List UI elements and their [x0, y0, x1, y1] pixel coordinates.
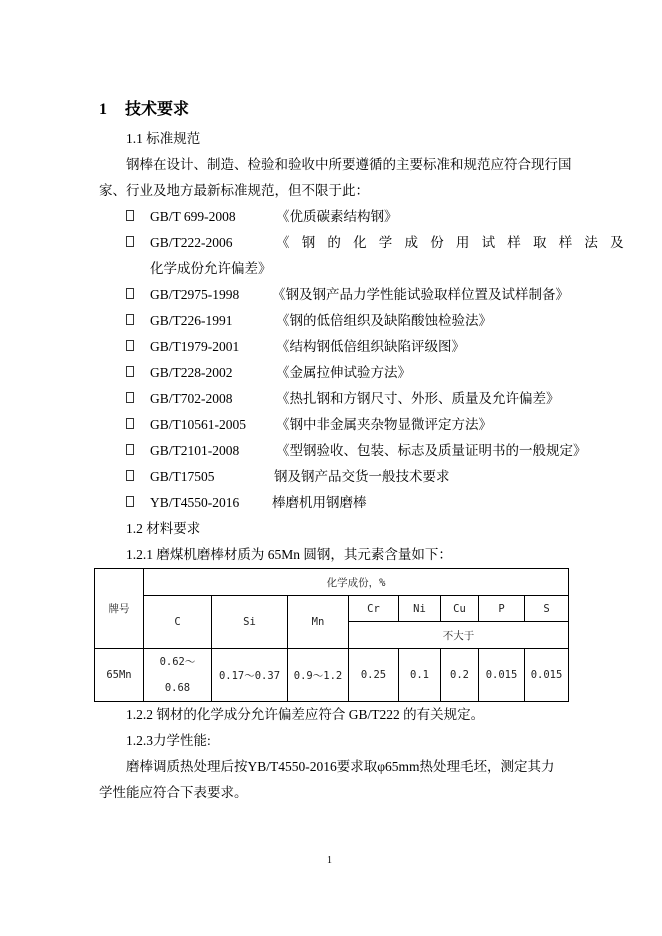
standard-title: 《钢中非金属夹杂物显微评定方法》: [276, 417, 492, 432]
standard-item: [126, 390, 560, 408]
bullet-icon: [126, 418, 134, 429]
grade-header: 牌号: [95, 569, 144, 649]
cell-s: 0.015: [525, 649, 569, 702]
standard-item: [126, 494, 367, 512]
mechanical-line-2: 学性能应符合下表要求。: [99, 785, 248, 800]
bullet-icon: [126, 236, 134, 247]
standard-code: GB/T222-2006: [150, 235, 233, 250]
standard-title: 《钢及钢产品力学性能试验取样位置及试样制备》: [272, 287, 569, 302]
paragraph-1-2-2: 1.2.2 钢材的化学成分允许偏差应符合 GB/T222 的有关规定。: [126, 707, 485, 722]
bullet-icon: [126, 392, 134, 403]
mechanical-line-1: 磨棒调质热处理后按YB/T4550-2016要求取φ65mm热处理毛坯，测定其力: [126, 759, 555, 774]
standard-code: GB/T1979-2001: [150, 339, 240, 354]
standard-code: GB/T2975-1998: [150, 287, 240, 302]
bullet-icon: [126, 314, 134, 325]
cell-c-line1: 0.62～: [159, 656, 196, 668]
standard-item: [126, 416, 492, 434]
cell-c: [144, 649, 212, 702]
standard-code: GB/T702-2008: [150, 391, 233, 406]
standard-code: GB/T10561-2005: [150, 417, 246, 432]
standard-code: YB/T4550-2016: [150, 495, 240, 510]
page-number: 1: [327, 855, 332, 866]
standard-code: GB/T 699-2008: [150, 209, 236, 224]
cell-c-line2: 0.68: [164, 682, 191, 694]
bullet-icon: [126, 210, 134, 221]
bullet-icon: [126, 340, 134, 351]
cell-p: 0.015: [479, 649, 525, 702]
column-header-c: C: [144, 596, 212, 649]
column-header-mn: Mn: [288, 596, 349, 649]
cell-grade: 65Mn: [95, 649, 144, 702]
standard-code: GB/T2101-2008: [150, 443, 240, 458]
cell-mn: 0.9～1.2: [288, 649, 349, 702]
bullet-icon: [126, 496, 134, 507]
column-header-p: P: [479, 596, 525, 622]
standard-title: 钢及钢产品交货一般技术要求: [274, 469, 450, 484]
standard-item: [126, 208, 398, 226]
standard-item: [126, 442, 587, 460]
standard-title: 《钢的低倍组织及缺陷酸蚀检验法》: [276, 313, 492, 328]
paragraph-1-2-1: 1.2.1 磨煤机磨棒材质为 65Mn 圆钢，其元素含量如下：: [126, 547, 452, 562]
column-header-s: S: [525, 596, 569, 622]
standard-title: 《优质碳素结构钢》: [276, 209, 398, 224]
standard-item: [126, 286, 569, 304]
standard-code: GB/T226-1991: [150, 313, 233, 328]
intro-line-1: 钢棒在设计、制造、检验和验收中所要遵循的主要标准和规范应符合现行国: [126, 157, 572, 172]
standard-title: 棒磨机用钢磨棒: [272, 495, 367, 510]
bullet-icon: [126, 366, 134, 377]
cell-si: 0.17～0.37: [212, 649, 288, 702]
cell-cu: 0.2: [441, 649, 479, 702]
standard-code: GB/T17505: [150, 469, 215, 484]
standard-title: 《钢的化学成份用试样取样法及: [276, 235, 636, 250]
bullet-icon: [126, 288, 134, 299]
standard-item: [126, 234, 636, 252]
standard-item: [126, 364, 411, 382]
section-1-2-title: 1.2 材料要求: [126, 521, 201, 536]
column-header-cr: Cr: [349, 596, 399, 622]
cell-ni: 0.1: [399, 649, 441, 702]
chemical-composition-table: [94, 568, 569, 702]
standard-item: [126, 468, 450, 486]
group-header: 化学成份，%: [144, 569, 569, 596]
bullet-icon: [126, 444, 134, 455]
chapter-title: 技术要求: [125, 101, 190, 118]
bullet-icon: [126, 470, 134, 481]
section-1-1-title: 1.1 标准规范: [126, 131, 201, 146]
standard-title: 《型钢验收、包装、标志及质量证明书的一般规定》: [276, 443, 587, 458]
paragraph-1-2-3: 1.2.3力学性能:: [126, 733, 211, 748]
column-header-cu: Cu: [441, 596, 479, 622]
standard-title: 《结构钢低倍组织缺陷评级图》: [276, 339, 465, 354]
intro-line-2: 家、行业及地方最新标准规范，但不限于此：: [99, 183, 369, 198]
standard-code: GB/T228-2002: [150, 365, 233, 380]
standard-title: 《金属拉伸试验方法》: [276, 365, 411, 380]
column-header-ni: Ni: [399, 596, 441, 622]
chapter-heading: [99, 96, 189, 119]
table-row: [95, 649, 569, 702]
standard-item: [126, 338, 465, 356]
max-note: 不大于: [349, 622, 569, 649]
standard-title-continuation: 化学成份允许偏差》: [150, 261, 272, 276]
standard-item: [126, 312, 492, 330]
column-header-si: Si: [212, 596, 288, 649]
chapter-number: 1: [99, 101, 107, 118]
standard-title: 《热扎钢和方钢尺寸、外形、质量及允许偏差》: [276, 391, 560, 406]
cell-cr: 0.25: [349, 649, 399, 702]
